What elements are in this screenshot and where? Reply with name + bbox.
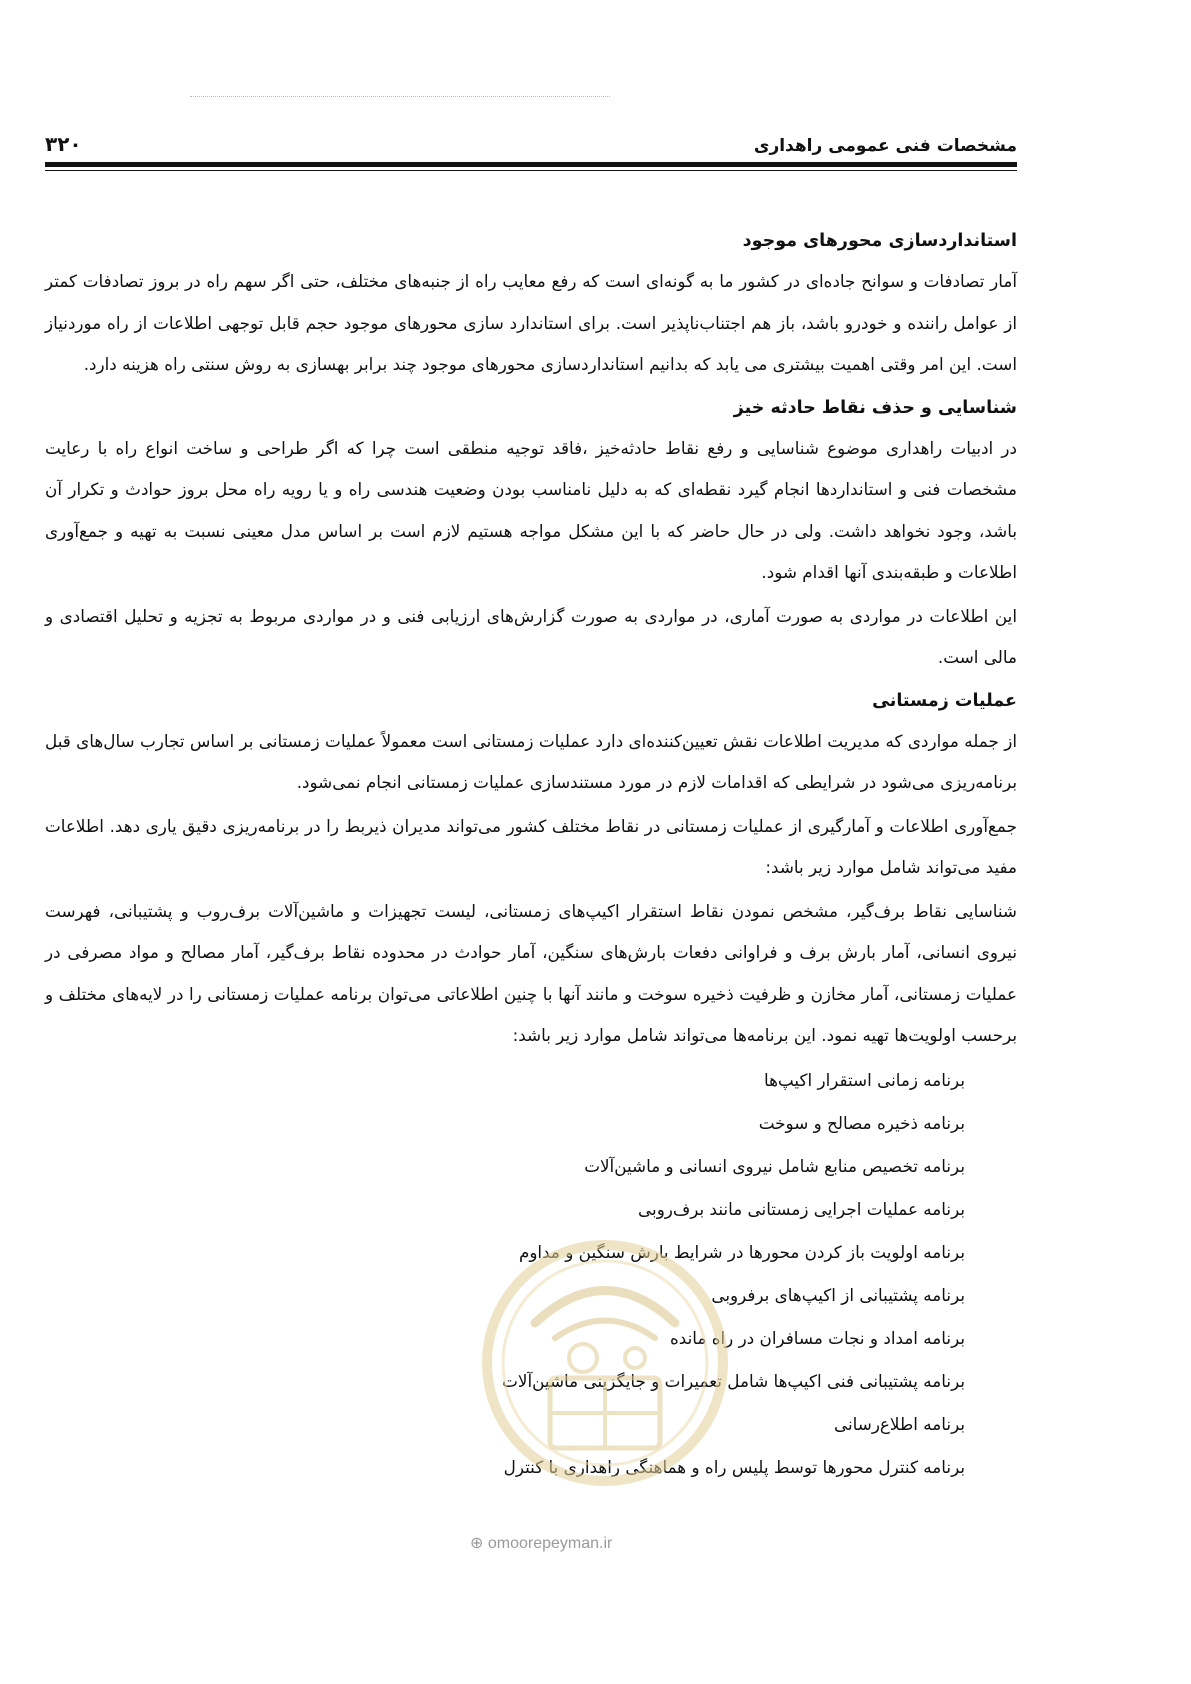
list-item: برنامه اولویت باز کردن محورها در شرایط بارش سنگین و مداوم	[518, 1241, 965, 1262]
list-item: برنامه ذخیره مصالح و سوخت	[758, 1112, 965, 1133]
section-heading: استانداردسازی محورهای موجود	[742, 231, 1017, 251]
running-title: مشخصات فنی عمومی راهداری	[753, 136, 1017, 156]
running-header	[45, 118, 1017, 156]
paragraph: این اطلاعات در مواردی به صورت آماری، در مواردی به صورت گزارش‌های ارزیابی فنی و در مواردی مربوط به تجزیه و تحلیل اقتصادی و مالی است.	[45, 605, 1017, 667]
section-standardization	[45, 221, 1017, 386]
scan-artifact-line	[190, 96, 610, 101]
document-page	[45, 118, 1017, 1489]
list-item: برنامه تخصیص منابع شامل نیروی انسانی و ماشین‌آلات	[584, 1155, 965, 1176]
paragraph: در ادبیات راهداری موضوع شناسایی و رفع نقاط حادثه‌خیز ،فاقد توجیه منطقی است چرا که اگر طراحی و ساخت انواع راه با رعایت مشخصات فنی و استانداردها انجام گیرد نقطه‌ای که به دلیل نامناسب بودن وضعیت هندسی راه و یا رویه راه محل بروز حوادث و تکرار آن باشد، وجود نخواهد داشت. ولی در حال حاضر که با این مشکل مواجه هستیم لازم است بر اساس مدل معینی نسبت به تهیه و جمع‌آوری اطلاعات و طبقه‌بندی آنها اقدام شود.	[45, 437, 1017, 582]
section-heading: عملیات زمستانی	[872, 690, 1017, 711]
list-item: برنامه کنترل محورها توسط پلیس راه و هماهنگی راهداری با کنترل	[503, 1456, 965, 1477]
list-item: برنامه امداد و نجات مسافران در راه مانده	[670, 1327, 965, 1348]
list-item: برنامه عملیات اجرایی زمستانی مانند برف‌روبی	[638, 1198, 965, 1219]
paragraph: آمار تصادفات و سوانح جاده‌ای در کشور ما به گونه‌ای است که رفع معایب راه از جنبه‌های مختلف، حتی اگر سهم راه در بروز تصادفات کمتر از عوامل راننده و خودرو باشد، باز هم اجتناب‌ناپذیر است. برای استاندارد سازی محورهای موجود حجم قابل توجهی اطلاعات از راه موردنیاز است. این امر وقتی اهمیت بیشتری می یابد که بدانیم استانداردسازی محورهای موجود چند برابر بهسازی به روش سنتی راه هزینه دارد.	[45, 271, 1017, 374]
paragraph: شناسایی نقاط برف‌گیر، مشخص نمودن نقاط استقرار اکیپ‌های زمستانی، لیست تجهیزات و ماشین‌آلات برف‌روب و پشتیبانی، فهرست نیروی انسانی، آمار بارش برف و فراوانی دفعات بارش‌های سنگین، آمار حوادث در محدوده نقاط برف‌گیر، آمار مصالح و مواد مصرفی در عملیات زمستانی، آمار مخازن و ظرفیت ذخیره سوخت و مانند آنها با چنین اطلاعاتی می‌توان برنامه عملیات زمستانی را در لایه‌های مختلف و برحسب اولویت‌ها تهیه نمود. این برنامه‌ها می‌تواند شامل موارد زیر باشد:	[45, 900, 1017, 1045]
list-item: برنامه پشتیبانی فنی اکیپ‌ها شامل تعمیرات و جایگزینی ماشین‌آلات	[502, 1370, 965, 1391]
page-number: ۳۲۰	[45, 132, 82, 156]
section-winter-operations	[45, 681, 1017, 1489]
list-item: برنامه اطلاع‌رسانی	[833, 1413, 965, 1434]
paragraph: از جمله مواردی که مدیریت اطلاعات نقش تعیین‌کننده‌ای دارد عملیات زمستانی است معمولاً عملیات زمستانی بر اساس تجارب سال‌های قبل برنامه‌ریزی می‌شود در شرایطی که اقدامات لازم در مورد مستندسازی عملیات زمستانی انجام نمی‌شود.	[45, 730, 1017, 792]
header-rule-thin	[45, 170, 1017, 171]
section-heading: شناسایی و حذف نقاط حادثه خیز	[733, 397, 1017, 418]
list-item: برنامه پشتیبانی از اکیپ‌های برفروبی	[711, 1284, 965, 1305]
paragraph: جمع‌آوری اطلاعات و آمارگیری از عملیات زمستانی در نقاط مختلف کشور می‌تواند مدیران ذیربط را در برنامه‌ریزی دقیق یاری دهد. اطلاعات مفید می‌تواند شامل موارد زیر باشد:	[45, 815, 1017, 877]
watermark-url: ⊕ omoorepeyman.ir	[470, 1535, 613, 1552]
section-accident-points	[45, 388, 1017, 679]
header-rule-thick	[45, 162, 1017, 167]
body-content	[45, 221, 1017, 1489]
list-item: برنامه زمانی استقرار اکیپ‌ها	[763, 1069, 965, 1090]
program-list	[45, 1059, 1017, 1489]
